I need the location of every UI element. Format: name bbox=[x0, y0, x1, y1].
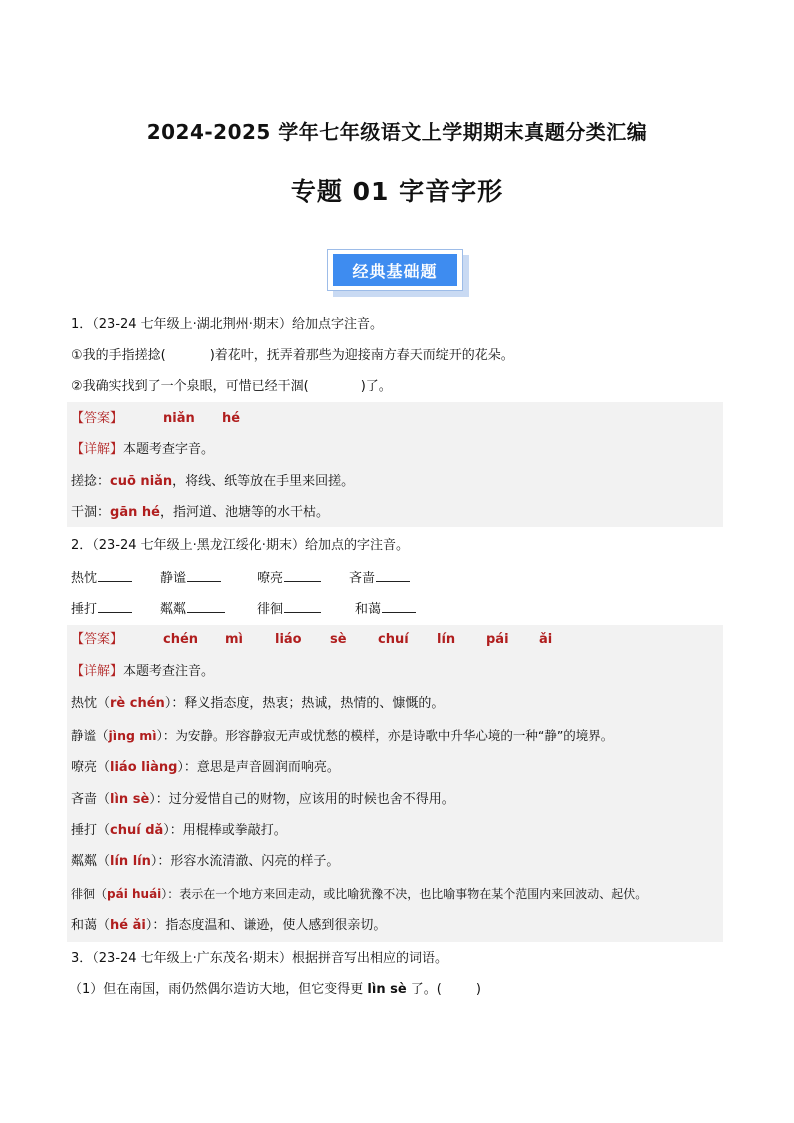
q2-note-5: 捶打（chuí dǎ）：用棍棒或拳敲打。 bbox=[71, 823, 287, 838]
q1-stem: 1．（23-24 七年级上·湖北荆州·期末）给加点字注音。 bbox=[71, 317, 383, 332]
q1-detail: 【详解】本题考查字音。 bbox=[71, 442, 215, 457]
q2-stem: 2．（23-24 七年级上·黑龙江绥化·期末）给加点的字注音。 bbox=[71, 538, 409, 553]
q2-note-7: 徘徊（pái huái）：表示在一个地方来回走动，或比喻犹豫不决，也比喻事物在某个范围内来回波动、起伏。 bbox=[71, 887, 648, 901]
q2-word-3: 嘹亮 bbox=[257, 569, 321, 587]
topic-title: 专题 01 字音字形 bbox=[290, 177, 504, 206]
q2-blank-5[interactable] bbox=[98, 600, 132, 613]
q2-answer-1: chén bbox=[163, 632, 199, 647]
q2-word-4: 吝啬 bbox=[349, 569, 410, 587]
section-badge-label: 经典基础题 bbox=[333, 254, 457, 286]
q2-note-4: 吝啬（lìn sè）：过分爱惜自己的财物，应该用的时候也舍不得用。 bbox=[71, 792, 455, 807]
q2-detail: 【详解】本题考查注音。 bbox=[71, 664, 215, 679]
q1-answer-1: niǎn bbox=[163, 411, 195, 426]
q1-answer-2: hé bbox=[222, 411, 241, 426]
q1-answer-label: 【答案】 bbox=[71, 411, 124, 426]
q2-note-6: 粼粼（lín lín）：形容水流清澈、闪亮的样子。 bbox=[71, 854, 340, 869]
q3-item-1: （1）但在南国，雨仍然偶尔造访大地，但它变得更 lìn sè 了。( ) bbox=[69, 982, 481, 997]
q2-blank-4[interactable] bbox=[376, 569, 410, 582]
q2-blank-2[interactable] bbox=[187, 569, 221, 582]
q2-blank-7[interactable] bbox=[284, 600, 321, 613]
q3-stem: 3．（23-24 七年级上·广东茂名·期末）根据拼音写出相应的词语。 bbox=[71, 951, 448, 966]
document-title: 2024-2025 学年七年级语文上学期期末真题分类汇编 bbox=[146, 120, 648, 144]
q2-answer-5: chuí bbox=[378, 632, 409, 647]
q1-line-2: ②我确实找到了一个泉眼，可惜已经干涸( )了。 bbox=[71, 379, 392, 394]
q2-note-1: 热忱（rè chén）：释义指态度，热衷；热诚，热情的、慷慨的。 bbox=[71, 696, 445, 711]
q2-blank-6[interactable] bbox=[187, 600, 225, 613]
q1-note-2: 干涸：gān hé，指河道、池塘等的水干枯。 bbox=[71, 505, 329, 520]
q2-answer-2: mì bbox=[225, 632, 244, 647]
q2-blank-8[interactable] bbox=[382, 600, 416, 613]
q2-word-7: 徘徊 bbox=[257, 600, 321, 618]
q2-word-1: 热忱 bbox=[71, 569, 132, 587]
section-badge bbox=[327, 249, 469, 297]
q2-word-6: 粼粼 bbox=[160, 600, 225, 618]
q2-blank-3[interactable] bbox=[284, 569, 321, 582]
q2-note-8: 和蔼（hé ǎi）：指态度温和、谦逊，使人感到很亲切。 bbox=[71, 918, 387, 933]
q2-word-8: 和蔼 bbox=[355, 600, 416, 618]
q2-note-3: 嘹亮（liáo liàng）：意思是声音圆润而响亮。 bbox=[71, 760, 340, 775]
q2-answer-4: sè bbox=[330, 632, 347, 647]
q2-word-2: 静谧 bbox=[160, 569, 221, 587]
q2-answer-7: pái bbox=[486, 632, 509, 647]
q2-word-5: 捶打 bbox=[71, 600, 132, 618]
q1-line-1: ①我的手指搓捻( )着花叶，抚弄着那些为迎接南方春天而绽开的花朵。 bbox=[71, 348, 514, 363]
q2-answer-label: 【答案】 bbox=[71, 632, 124, 647]
q2-note-2: 静谧（jìng mì）：为安静。形容静寂无声或忧愁的模样，亦是诗歌中升华心境的一种“静”的境界。 bbox=[71, 728, 614, 743]
q2-blank-1[interactable] bbox=[98, 569, 132, 582]
q2-answer-8: ǎi bbox=[539, 632, 553, 647]
q2-answer-6: lín bbox=[437, 632, 456, 647]
q2-answer-3: liáo bbox=[275, 632, 302, 647]
q1-note-1: 搓捻：cuō niǎn，将线、纸等放在手里来回搓。 bbox=[71, 474, 355, 489]
